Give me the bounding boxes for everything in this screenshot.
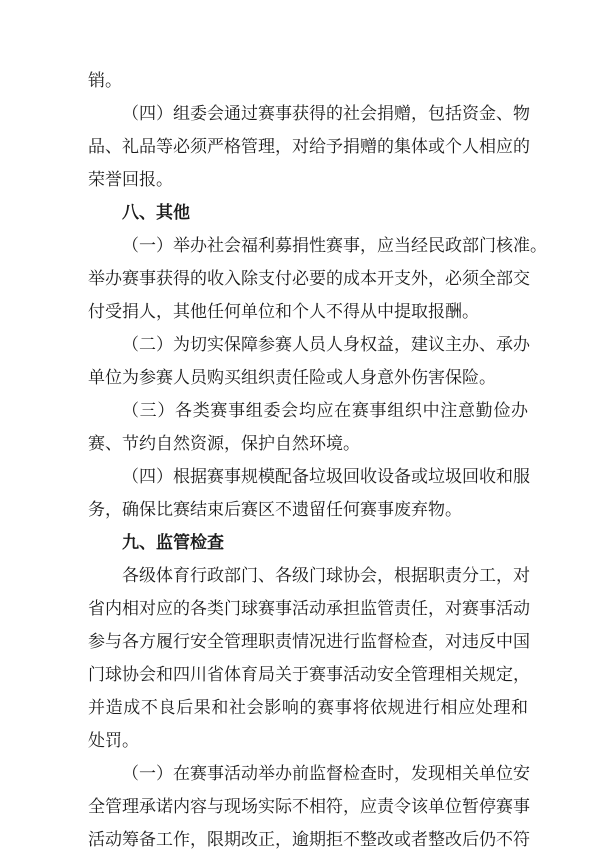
text-line: 各级体育行政部门、各级门球协会，根据职责分工，对: [122, 566, 530, 586]
text-line: 活动筹备工作，限期改正，逾期拒不整改或者整改后仍不符: [88, 830, 530, 850]
text-line: 荣誉回报。: [88, 170, 173, 190]
text-line: 务，确保比赛结束后赛区不遗留任何赛事废弃物。: [88, 500, 462, 520]
text-line: 付受捐人，其他任何单位和个人不得从中提取报酬。: [88, 302, 479, 322]
text-line: 全管理承诺内容与现场实际不相符，应责令该单位暂停赛事: [88, 797, 530, 817]
section-heading-8: 八、其他: [122, 203, 190, 223]
text-line: 单位为参赛人员购买组织责任险或人身意外伤害保险。: [88, 368, 496, 388]
text-line: 品、礼品等必须严格管理，对给予捐赠的集体或个人相应的: [88, 137, 530, 157]
text-line: 赛、节约自然资源，保护自然环境。: [88, 434, 360, 454]
text-line: （四）根据赛事规模配备垃圾回收设备或垃圾回收和服: [122, 467, 530, 487]
text-line: 举办赛事获得的收入除支付必要的成本开支外，必须全部交: [88, 269, 530, 289]
text-line: 销。: [88, 71, 122, 91]
text-line: 处罚。: [88, 731, 139, 751]
text-line: （一）举办社会福利募捐性赛事，应当经民政部门核准。: [122, 236, 547, 256]
text-line: （二）为切实保障参赛人员人身权益，建议主办、承办: [122, 335, 530, 355]
text-line: 参与各方履行安全管理职责情况进行监督检查，对违反中国: [88, 632, 530, 652]
text-line: 门球协会和四川省体育局关于赛事活动安全管理相关规定，: [88, 665, 530, 685]
text-line: 省内相对应的各类门球赛事活动承担监管责任，对赛事活动: [88, 599, 530, 619]
text-line: （三）各类赛事组委会均应在赛事组织中注意勤俭办: [122, 401, 528, 421]
text-line: 并造成不良后果和社会影响的赛事将依规进行相应处理和: [88, 698, 528, 718]
section-heading-9: 九、监管检查: [122, 533, 224, 553]
text-line: （四）组委会通过赛事获得的社会捐赠，包括资金、物: [122, 104, 530, 124]
text-line: （一）在赛事活动举办前监督检查时，发现相关单位安: [122, 764, 530, 784]
